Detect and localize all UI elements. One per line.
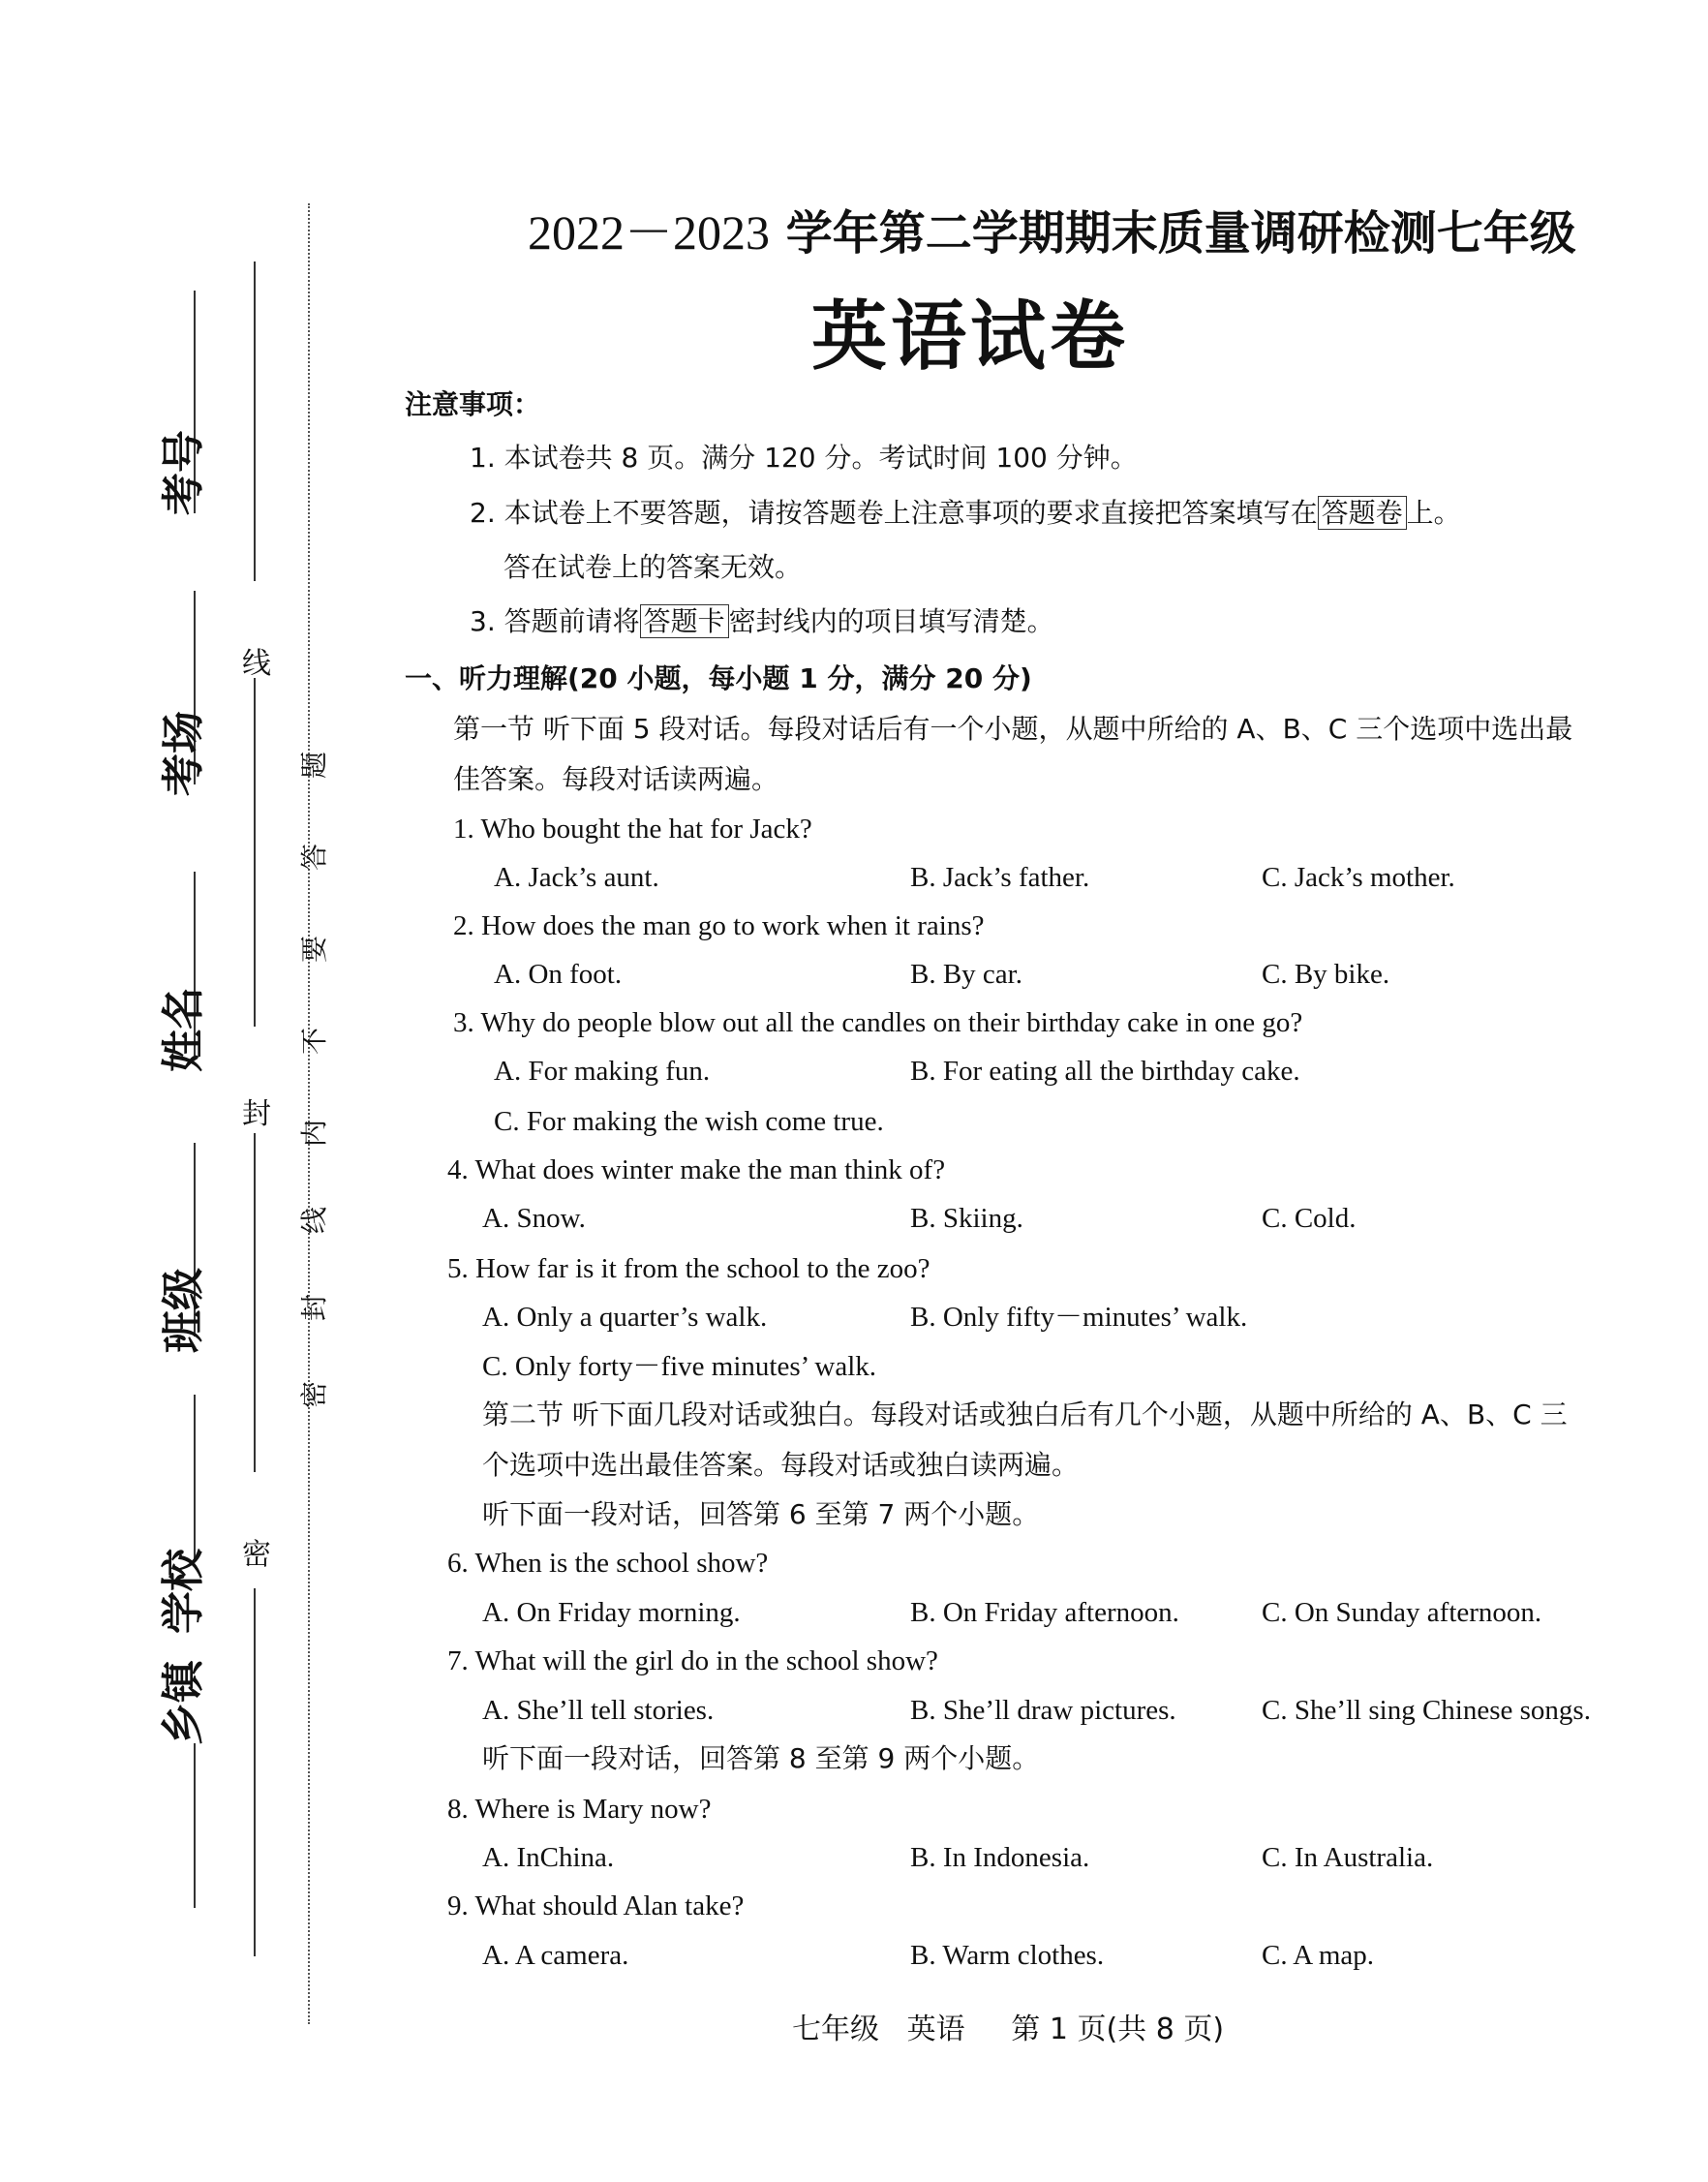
question-1: 1. Who bought the hat for Jack? [453, 814, 812, 845]
option-a: A. A camera. [482, 1940, 629, 1971]
warning-char: 封 [298, 1294, 330, 1322]
label-school: 学校 [159, 1549, 208, 1634]
binding-margin [0, 0, 330, 2182]
option-b: B. Jack’s father. [910, 862, 1090, 893]
warning-char: 题 [298, 752, 330, 780]
seal-line-segment [254, 678, 256, 1027]
seal-line-segment [254, 1588, 256, 1956]
notes-item-2: 2. 本试卷上不要答题，请按答题卷上注意事项的要求直接把答案填写在 答题卷 上。 [470, 497, 1461, 529]
title-year: 2022－2023 [528, 205, 770, 260]
option-a: A. Only a quarter’s walk. [482, 1302, 768, 1333]
notes-item-1: 1. 本试卷共 8 页。满分 120 分。考试时间 100 分钟。 [470, 442, 1138, 474]
warning-char: 答 [298, 844, 330, 872]
warning-char: 密 [298, 1381, 330, 1409]
footer-subject: 英语 [906, 2013, 965, 2046]
option-a: A. InChina. [482, 1842, 615, 1873]
option-a: A. On Friday morning. [482, 1597, 741, 1628]
option-b: B. On Friday afternoon. [910, 1597, 1179, 1628]
seal-mark-xian: 线 [242, 647, 271, 681]
option-b: B. By car. [910, 959, 1022, 990]
question-9: 9. What should Alan take? [447, 1890, 745, 1921]
option-a: A. Snow. [482, 1203, 586, 1234]
footer-grade: 七年级 [792, 2013, 879, 2046]
option-c: C. Jack’s mother. [1262, 862, 1455, 893]
option-c: C. On Sunday afternoon. [1262, 1597, 1542, 1628]
option-b: B. Warm clothes. [910, 1940, 1105, 1971]
option-a: A. On foot. [494, 959, 623, 990]
option-b: B. Only fifty－minutes’ walk. [910, 1302, 1248, 1333]
notes-item-3: 3. 答题前请将 答题卡 密封线内的项目填写清楚。 [470, 605, 1054, 637]
question-7: 7. What will the girl do in the school show? [447, 1645, 938, 1676]
part1-intro-1: 第一节 听下面 5 段对话。每段对话后有一个小题，从题中所给的 A、B、C 三个选项中选出最 [453, 713, 1573, 745]
question-8: 8. Where is Mary now? [447, 1794, 712, 1825]
option-b: B. Skiing. [910, 1203, 1023, 1234]
label-exam-no: 考号 [159, 430, 208, 515]
school-fill-line [194, 1395, 196, 1559]
notes-item-2-cont: 答在试卷上的答案无效。 [503, 551, 803, 583]
part1-intro-2: 佳答案。每段对话读两遍。 [453, 763, 779, 795]
subject-title: 英语试卷 [811, 293, 1130, 381]
label-exam-room: 考场 [159, 711, 208, 796]
seal-line-segment [254, 1133, 256, 1472]
warning-char: 不 [298, 1028, 330, 1056]
listen-8-9: 听下面一段对话，回答第 8 至第 9 两个小题。 [482, 1742, 1040, 1774]
option-c: C. She’ll sing Chinese songs. [1262, 1695, 1591, 1726]
page-footer [792, 2005, 1224, 2047]
warning-char: 内 [298, 1120, 330, 1148]
seal-dotted-line [308, 203, 310, 2024]
footer-page: 第 1 页(共 8 页) [1011, 2013, 1225, 2046]
part2-intro-2: 个选项中选出最佳答案。每段对话或独白读两遍。 [482, 1449, 1080, 1481]
title-text: 学年第二学期期末质量调研检测七年级 [785, 206, 1576, 261]
option-c: C. By bike. [1262, 959, 1390, 990]
question-6: 6. When is the school show? [447, 1548, 769, 1579]
warning-char: 线 [298, 1207, 330, 1235]
option-a: A. She’ll tell stories. [482, 1695, 715, 1726]
answer-sheet-box: 答题卷 [1318, 496, 1407, 530]
label-name: 姓名 [159, 987, 208, 1072]
question-3: 3. Why do people blow out all the candles on their birthday cake in one go? [453, 1007, 1303, 1038]
seal-line-segment [254, 261, 256, 581]
option-b: B. She’ll draw pictures. [910, 1695, 1176, 1726]
option-b: B. In Indonesia. [910, 1842, 1090, 1873]
option-c: C. A map. [1262, 1940, 1375, 1971]
question-2: 2. How does the man go to work when it rains? [453, 910, 985, 941]
notes-heading: 注意事项： [405, 388, 541, 420]
seal-mark-feng: 封 [242, 1097, 271, 1131]
label-town: 乡镇 [159, 1660, 208, 1745]
label-class: 班级 [159, 1268, 208, 1353]
part2-intro-1: 第二节 听下面几段对话或独白。每段对话或独白后有几个小题，从题中所给的 A、B、C 三 [482, 1398, 1568, 1430]
option-c: C. Cold. [1262, 1203, 1357, 1234]
exam-title [528, 194, 1576, 263]
option-a: A. For making fun. [494, 1056, 711, 1087]
listen-6-7: 听下面一段对话，回答第 6 至第 7 两个小题。 [482, 1498, 1040, 1530]
section1-heading: 一、听力理解(20 小题，每小题 1 分，满分 20 分) [405, 662, 1032, 694]
option-c: C. For making the wish come true. [494, 1106, 884, 1137]
option-b: B. For eating all the birthday cake. [910, 1056, 1300, 1087]
question-4: 4. What does winter make the man think of? [447, 1154, 946, 1185]
option-c: C. Only forty－five minutes’ walk. [482, 1351, 877, 1382]
town-fill-line [194, 1743, 196, 1908]
option-a: A. Jack’s aunt. [494, 862, 659, 893]
seal-mark-mi: 密 [242, 1538, 271, 1572]
warning-char: 要 [298, 936, 330, 964]
answer-card-box: 答题卡 [640, 604, 729, 638]
question-5: 5. How far is it from the school to the zoo? [447, 1253, 930, 1284]
option-c: C. In Australia. [1262, 1842, 1434, 1873]
